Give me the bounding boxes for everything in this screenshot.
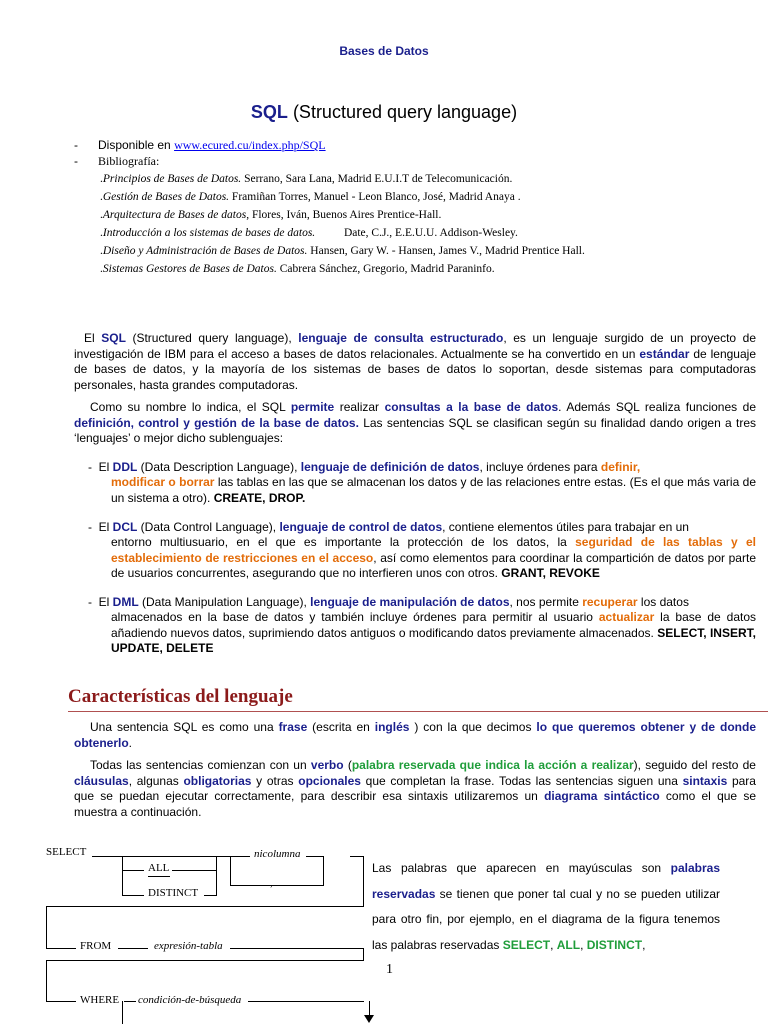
diagram-line [230,885,324,886]
paragraph-dcl: - El DCL (Data Control Language), lenguaje de control de datos, contiene elementos útiles para trabajar en un [88,520,689,534]
diagram-line [92,856,250,857]
diagram-line [122,870,144,871]
bibliography-item: .Principios de Bases de Datos. Serrano, Sara Lana, Madrid E.U.I.T de Telecomunicación. [100,173,513,185]
diagram-line [46,960,364,961]
diagram-line [323,856,324,886]
page-title [0,102,768,123]
diagram-expresion: expresión-tabla [154,940,223,952]
diagram-line [122,895,144,896]
diagram-line [118,948,148,949]
diagram-line [363,948,364,960]
diagram-line [46,906,47,948]
diagram-from: FROM [80,940,112,952]
header-title: Bases de Datos [339,44,429,58]
diagram-line [46,906,364,907]
bibliography-label: - Bibliografía: [74,154,160,168]
diagram-condicion: condición-de-búsqueda [138,994,242,1006]
section-divider [68,711,768,712]
paragraph-dml: - El DML (Data Manipulation Language), lenguaje de manipulación de datos, nos permite recuperar los datos [88,595,689,609]
bibliography-item: .Introducción a los sistemas de bases de datos. Date, C.J., E.E.U.U. Addison-Wesley. [100,227,518,239]
diagram-line [172,870,216,871]
section-title: Características del lenguaje [68,686,293,707]
diagram-line [122,1001,123,1024]
availability-prefix: Disponible en [98,138,175,152]
diagram-line [122,856,123,896]
paragraph-intro: El SQL (Structured query language), lenguaje de consulta estructurado, es un lenguaje surgido de un proyecto de investigación de IBM para el acceso a bases de datos relacionales. Actualmente se ha convertido en un estándar de lenguaje de bases de datos, y la mayoría de los sistemas de bases de datos lo soportan, desde sistemas para computadoras personales, hasta grandes computadoras. [74,331,756,392]
diagram-line [363,856,364,907]
diagram-line [46,948,76,949]
diagram-line [124,1001,136,1002]
bibliography-item: .Gestión de Bases de Datos. Framiñan Torres, Manuel - Leon Blanco, José, Madrid Anaya . [100,191,521,203]
paragraph-reserved-words: Las palabras que aparecen en mayúsculas son palabras reservadas se tienen que poner tal cual y no se pueden utilizar para otro fin, por ejemplo, en el diagrama de la figura tenemos las palabras reservadas SELECT, ALL, DISTINCT, [372,861,720,952]
diagram-line [230,948,364,949]
ecured-link[interactable]: www.ecured.cu/index.php/SQL [174,138,326,152]
diagram-line [306,856,324,857]
diagram-line [216,856,217,896]
bibliography-text: Bibliografía: [98,154,160,168]
page-number: 1 [386,962,393,977]
bibliography-item: .Diseño y Administración de Bases de Datos. Hansen, Gary W. - Hansen, James V., Madrid Prentice Hall. [100,245,585,257]
diagram-where: WHERE [80,994,120,1006]
paragraph-dml-cont: almacenados en la base de datos y también incluye órdenes para permitir al usuario actualizar la base de datos añadiendo nuevos datos, suprimiendo datos antiguos o modificando datos previamente almacenados. SELECT, INSERT, UPDATE, DELETE [111,610,756,655]
paragraph-structure: Todas las sentencias comienzan con un verbo (palabra reservada que indica la acción a realizar), seguido del resto de cláusulas, algunas obligatorias y otras opcionales que completan la frase. Todas las sentencias siguen una sintaxis para que se puedan ejecutar correctamente, para describir esa sintaxis utilizaremos un diagrama sintáctico como el que se muestra a continuación. [74,758,756,819]
paragraph-ddl-cont: modificar o borrar las tablas en las que se almacenan los datos y de las relaciones entre estas. (Es el que más varia de un sistema a otro). CREATE, DROP. [111,475,756,505]
diagram-comma: , [270,877,273,889]
diagram-nicolumna: nicolumna [254,848,301,860]
paragraph-ddl: - El DDL (Data Description Language), lenguaje de definición de datos, incluye órdenes para definir, [88,460,641,474]
title-rest: (Structured query language) [287,102,518,122]
diagram-arrow-icon [364,1015,375,1024]
diagram-line [204,895,216,896]
diagram-distinct: DISTINCT [148,887,199,899]
bibliography-item: .Sistemas Gestores de Bases de Datos. Cabrera Sánchez, Gregorio, Madrid Paraninfo. [100,263,495,275]
availability-line: - Disponible en www.ecured.cu/index.php/SQL [74,138,326,152]
diagram-line [350,856,364,857]
diagram-select: SELECT [46,846,87,858]
diagram-line [230,856,231,886]
diagram-line [148,876,170,877]
title-sql: SQL [250,102,288,122]
paragraph-sentence: Una sentencia SQL es como una frase (escrita en inglés ) con la que decimos lo que queremos obtener y de donde obtenerlo. [74,720,756,750]
diagram-line [248,1001,364,1002]
diagram-line [46,960,47,1002]
paragraph-dcl-cont: entorno multiusuario, en el que es importante la protección de los datos, la seguridad de las tablas y el establecimiento de restricciones en el acceso, así como elementos para coordinar la compartición de datos por parte de usuarios concurrentes, asegurando que no interfieren unos con otros. GRANT, REVOKE [111,535,756,580]
diagram-line [46,1001,76,1002]
diagram-all: ALL [148,862,170,874]
bibliography-item: .Arquitectura de Bases de datos, Flores, Iván, Buenos Aires Prentice-Hall. [100,209,442,221]
paragraph-functions: Como su nombre lo indica, el SQL permite realizar consultas a la base de datos. Además SQL realiza funciones de definición, control y gestión de la base de datos. Las sentencias SQL se clasifican según su finalidad dando origen a tres ‘lenguajes’ o mejor dicho sublenguajes: [74,400,757,445]
